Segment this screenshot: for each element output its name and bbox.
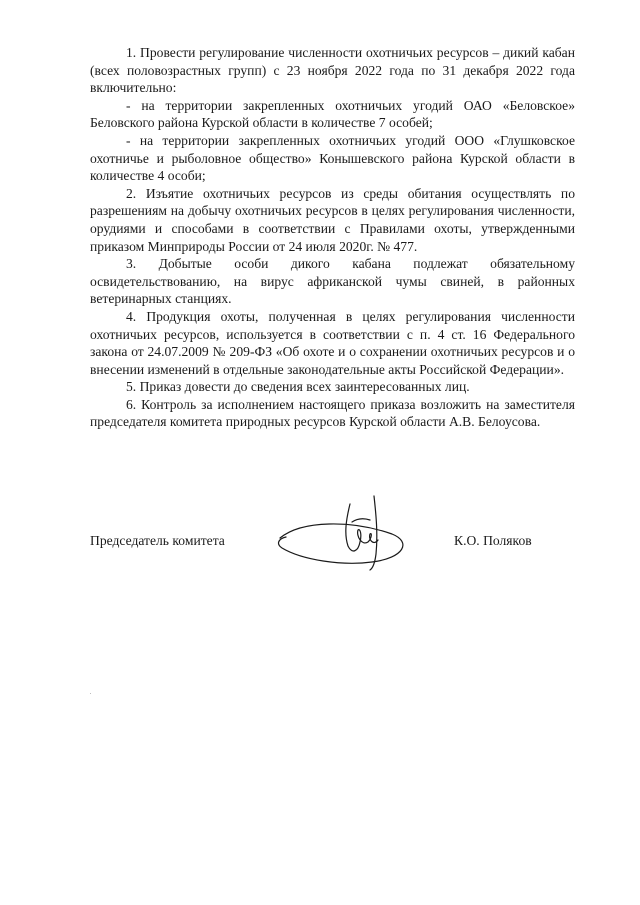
item-3: 3. Добытые особи дикого кабана подлежат обязательному освидетельствованию, на вирус африканской чумы свиней, в районных ветеринарных станциях. bbox=[90, 256, 575, 307]
item-1-sub-a: - на территории закрепленных охотничьих угодий ОАО «Беловское» Беловского района Курской области в количестве 7 особей; bbox=[90, 97, 575, 131]
item-1: 1. Провести регулирование численности охотничьих ресурсов – дикий кабан (всех половозрастных групп) с 23 ноября 2022 года по 31 декабря 2022 года включительно: bbox=[90, 45, 575, 96]
signature-oval-stroke bbox=[279, 524, 403, 563]
item-6: 6. Контроль за исполнением настоящего приказа возложить на заместителя председателя комитета природных ресурсов Курской области А.В. Белоусова. bbox=[90, 396, 575, 430]
handwritten-signature bbox=[272, 490, 412, 575]
document-body bbox=[90, 44, 575, 431]
signatory-title: Председатель комитета bbox=[90, 533, 225, 548]
scan-speck bbox=[90, 693, 91, 694]
item-1-sub-b: - на территории закрепленных охотничьих угодий ООО «Глушковское охотничье и рыболовное общество» Конышевского района Курской области в количестве 4 особи; bbox=[90, 132, 575, 184]
signatory-name: К.О. Поляков bbox=[454, 533, 532, 548]
item-2: 2. Изъятие охотничьих ресурсов из среды обитания осуществлять по разрешениям на добычу охотничьих ресурсов в целях регулирования численности, орудиями и способами в соответствии с Правилами охоты, утвержденными приказом Минприроды России от 24 июля 2020г. № 477. bbox=[90, 185, 575, 254]
signature-descender-stroke bbox=[370, 496, 377, 570]
item-5: 5. Приказ довести до сведения всех заинтересованных лиц. bbox=[126, 379, 470, 395]
signature-loop-stroke bbox=[346, 504, 378, 551]
signature-tick-stroke bbox=[352, 519, 370, 522]
item-4: 4. Продукция охоты, полученная в целях регулирования численности охотничьих ресурсов, используется в соответствии с п. 4 ст. 16 Федерального закона от 24.07.2009 № 209-ФЗ «Об охоте и о сохранении охотничьих ресурсов и о внесении изменений в отдельные законодательные акты Российской Федерации». bbox=[90, 308, 575, 377]
